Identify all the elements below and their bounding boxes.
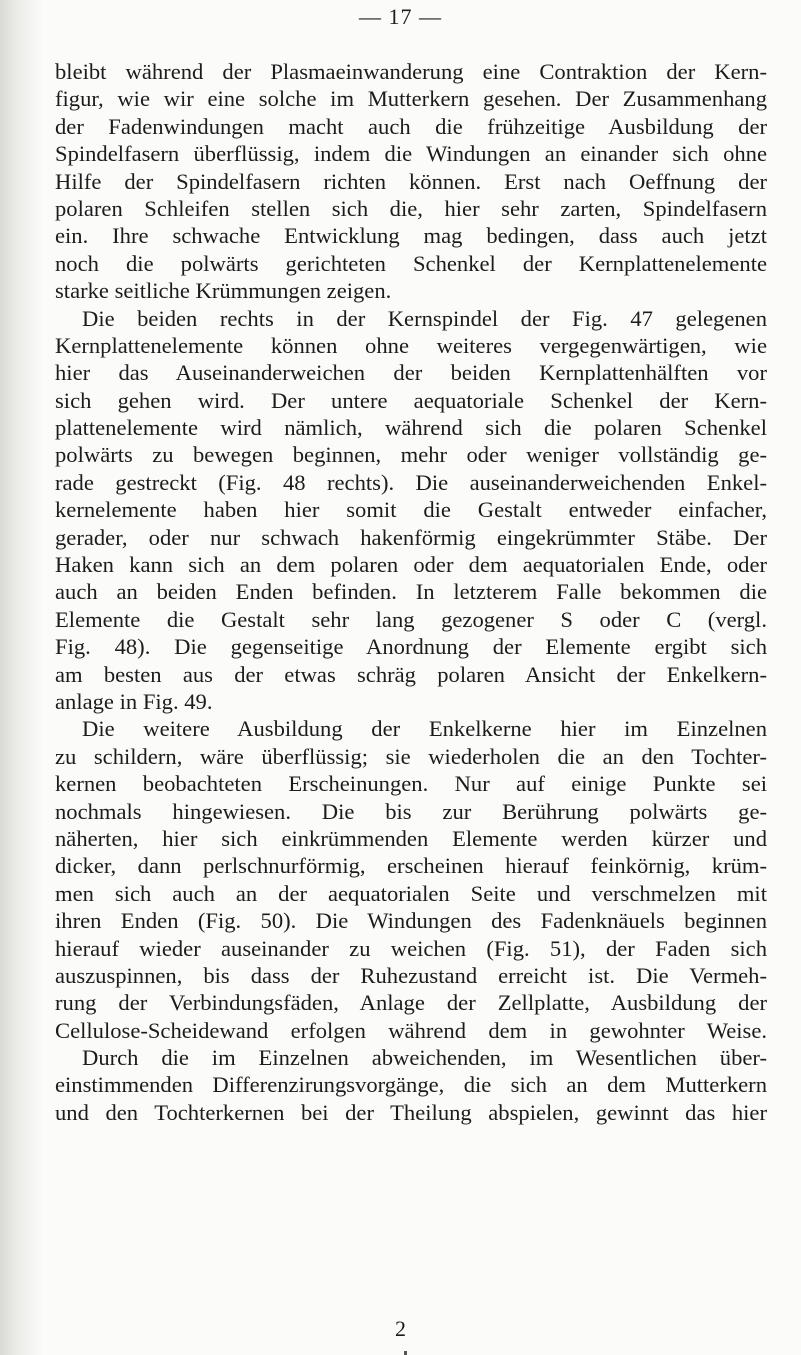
page-number: — 17 — [359, 4, 442, 29]
text-line: anlage in Fig. 49. [55, 688, 213, 714]
text-line: rade gestreckt (Fig. 48 rechts). Die auseinanderweichenden Enkel- [55, 469, 767, 495]
text-line: am besten aus der etwas schräg polaren Ansicht der Enkelkern- [55, 661, 767, 687]
signature-mark: 2 [395, 1316, 406, 1341]
page-binding-shadow [0, 0, 44, 1355]
text-line: näherten, hier sich einkrümmenden Elemente werden kürzer und [55, 825, 767, 851]
text-line: der Fadenwindungen macht auch die frühzeitige Ausbildung der [55, 113, 767, 139]
text-line: auch an beiden Enden befinden. In letzterem Falle bekommen die [55, 579, 767, 605]
text-line: ein. Ihre schwache Entwicklung mag bedingen, dass auch jetzt [55, 223, 767, 249]
text-line: Haken kann sich an dem polaren oder dem aequatorialen Ende, oder [55, 552, 767, 578]
text-line: kernelemente haben hier somit die Gestalt entweder einfacher, [55, 497, 767, 523]
text-line: sich gehen wird. Der untere aequatoriale Schenkel der Kern- [55, 387, 767, 413]
text-line: hierauf wieder auseinander zu weichen (Fig. 51), der Faden sich [55, 935, 767, 961]
text-line: zu schildern, wäre überflüssig; sie wiederholen die an den Tochter- [55, 743, 767, 769]
text-line: und den Tochterkernen bei der Theilung abspielen, gewinnt das hier [55, 1099, 767, 1125]
text-line: ihren Enden (Fig. 50). Die Windungen des Fadenknäuels beginnen [55, 908, 767, 934]
text-line: polwärts zu bewegen beginnen, mehr oder weniger vollständig ge- [55, 442, 767, 468]
text-line: nochmals hingewiesen. Die bis zur Berührung polwärts ge- [55, 798, 767, 824]
paragraph-start-line: Die weitere Ausbildung der Enkelkerne hier im Einzelnen [82, 716, 767, 742]
text-line: gerader, oder nur schwach hakenförmig eingekrümmter Stäbe. Der [55, 524, 767, 550]
text-line: polaren Schleifen stellen sich die, hier sehr zarten, Spindelfasern [55, 195, 767, 221]
text-line: bleibt während der Plasmaeinwanderung eine Contraktion der Kern- [55, 59, 767, 84]
text-line: Spindelfasern überflüssig, indem die Windungen an einander sich ohne [55, 141, 767, 167]
text-line: dicker, dann perlschnurförmig, erscheinen hierauf feinkörnig, krüm- [55, 853, 767, 879]
text-line: Cellulose-Scheidewand erfolgen während dem in gewohnter Weise. [55, 1017, 767, 1043]
text-line: figur, wie wir eine solche im Mutterkern gesehen. Der Zusammenhang [55, 86, 767, 112]
text-line: Elemente die Gestalt sehr lang gezogener S oder C (vergl. [55, 606, 767, 632]
text-line: rung der Verbindungsfäden, Anlage der Zellplatte, Ausbildung der [55, 990, 767, 1016]
paragraph-start-line: Durch die im Einzelnen abweichenden, im Wesentlichen über- [82, 1045, 767, 1071]
paragraph-start-line: Die beiden rechts in der Kernspindel der Fig. 47 gelegenen [82, 305, 767, 331]
text-line: starke seitliche Krümmungen zeigen. [55, 278, 392, 304]
body-text [55, 58, 767, 1126]
text-line: Fig. 48). Die gegenseitige Anordnung der Elemente ergibt sich [55, 634, 767, 660]
text-line: men sich auch an der aequatorialen Seite und verschmelzen mit [55, 880, 767, 906]
text-line: noch die polwärts gerichteten Schenkel der Kernplattenelemente [55, 250, 767, 276]
text-line: Hilfe der Spindelfasern richten können. Erst nach Oeffnung der [55, 168, 767, 194]
text-line: hier das Auseinanderweichen der beiden Kernplattenhälften vor [55, 360, 767, 386]
ink-speck [404, 1351, 407, 1355]
text-line: plattenelemente wird nämlich, während sich die polaren Schenkel [55, 415, 767, 441]
text-line: auszuspinnen, bis dass der Ruhezustand erreicht ist. Die Vermeh- [55, 962, 767, 988]
text-line: kernen beobachteten Erscheinungen. Nur auf einige Punkte sei [55, 771, 767, 797]
text-line: Kernplattenelemente können ohne weiteres vergegenwärtigen, wie [55, 332, 767, 358]
text-line: einstimmenden Differenzirungsvorgänge, die sich an dem Mutterkern [55, 1072, 767, 1098]
